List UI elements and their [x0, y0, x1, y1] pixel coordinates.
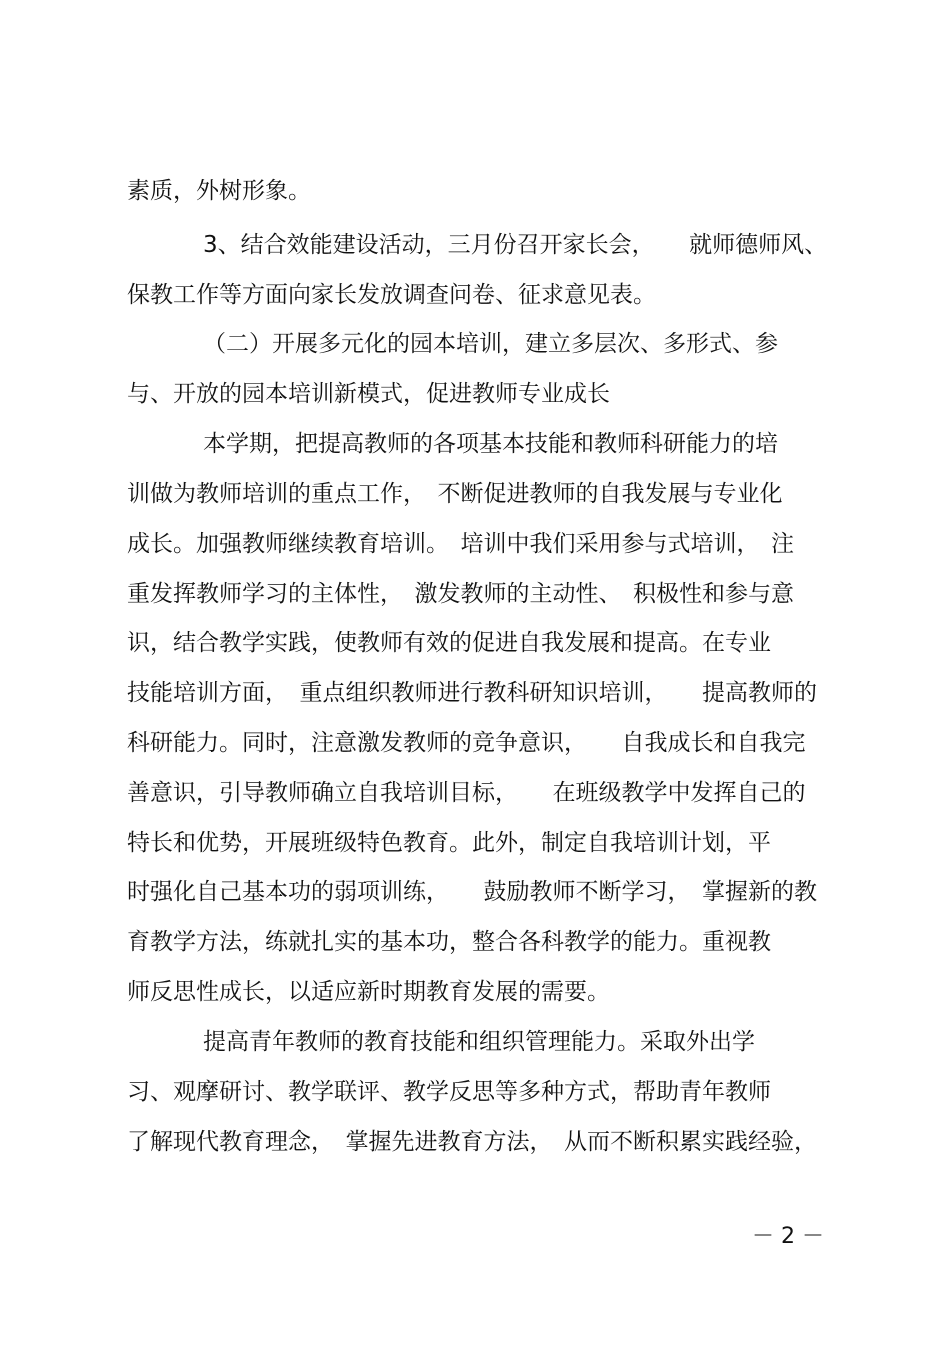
text-line: 技能培训方面， 重点组织教师进行教科研知识培训， 提高教师的	[127, 680, 817, 706]
text-line: 育教学方法，练就扎实的基本功，整合各科教学的能力。重视教	[127, 929, 771, 955]
text-line: 识，结合教学实践，使教师有效的促进自我发展和提高。在专业	[127, 630, 771, 656]
text-line: 了解现代教育理念， 掌握先进教育方法， 从而不断积累实践经验，	[127, 1129, 817, 1155]
text-line: 训做为教师培训的重点工作， 不断促进教师的自我发展与专业化	[127, 481, 783, 507]
text-line: 科研能力。同时，注意激发教师的竞争意识， 自我成长和自我完	[127, 730, 806, 756]
text-line: 重发挥教师学习的主体性， 激发教师的主动性、 积极性和参与意	[127, 581, 794, 607]
text-line: 保教工作等方面向家长发放调查问卷、征求意见表。	[127, 282, 656, 308]
text-line: 善意识，引导教师确立自我培训目标， 在班级教学中发挥自己的	[127, 780, 806, 806]
section-heading: （二）开展多元化的园本培训，建立多层次、多形式、参	[203, 331, 778, 357]
text-line: 本学期，把提高教师的各项基本技能和教师科研能力的培	[203, 431, 778, 457]
text-line: 时强化自己基本功的弱项训练， 鼓励教师不断学习， 掌握新的教	[127, 879, 817, 905]
text-line: 3、结合效能建设活动，三月份召开家长会， 就师德师风、	[203, 232, 828, 258]
page-number: － 2 －	[752, 1224, 824, 1249]
text-line: 习、观摩研讨、教学联评、教学反思等多种方式，帮助青年教师	[127, 1079, 771, 1105]
text-line: 提高青年教师的教育技能和组织管理能力。采取外出学	[203, 1029, 755, 1055]
section-heading: 与、开放的园本培训新模式，促进教师专业成长	[127, 381, 610, 407]
text-line: 特长和优势，开展班级特色教育。此外，制定自我培训计划，平	[127, 830, 771, 856]
text-line: 素质，外树形象。	[127, 178, 311, 204]
text-line: 师反思性成长，以适应新时期教育发展的需要。	[127, 979, 610, 1005]
text-line: 成长。加强教师继续教育培训。 培训中我们采用参与式培训， 注	[127, 531, 794, 557]
